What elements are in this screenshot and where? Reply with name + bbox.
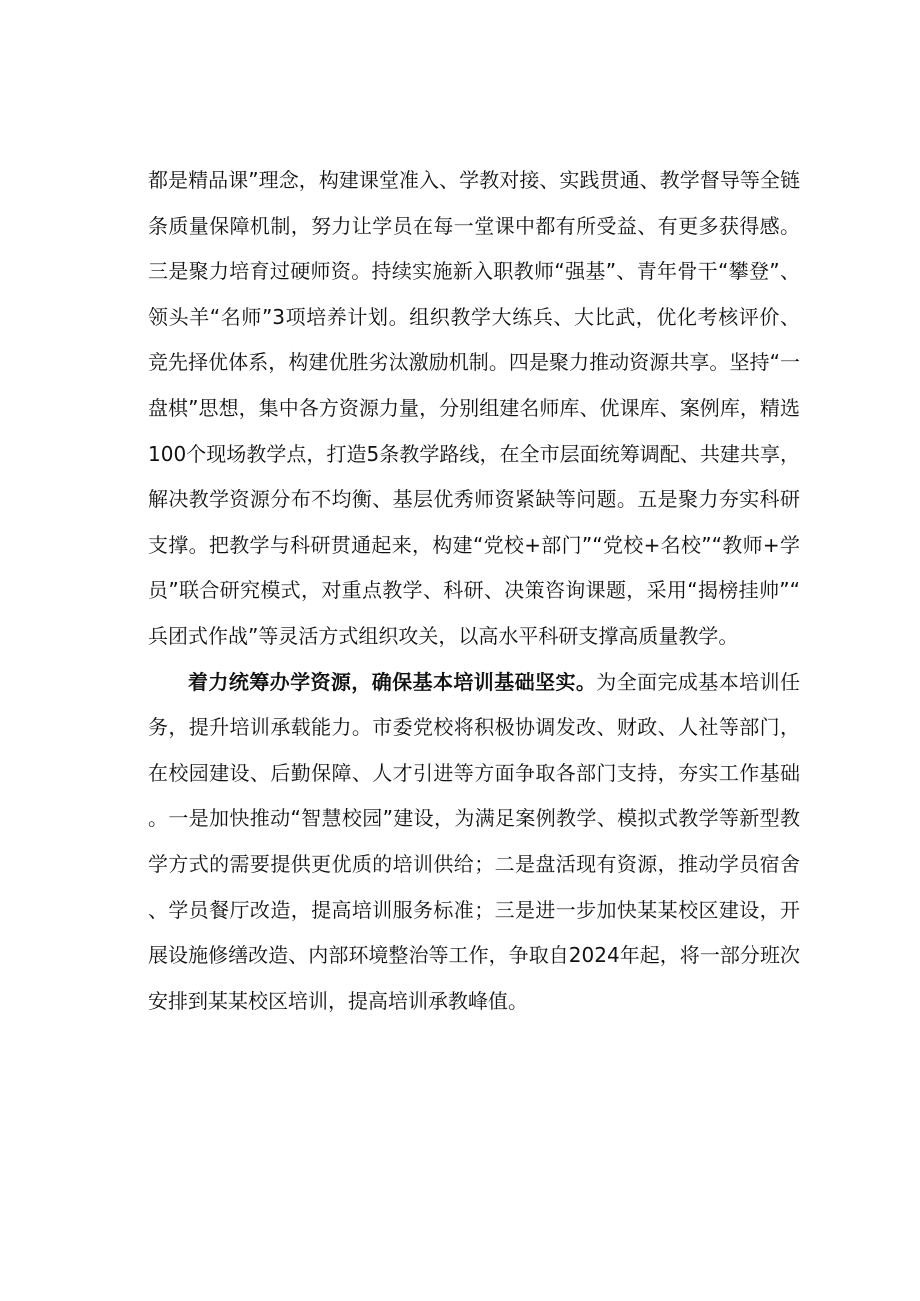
paragraph-lead-heading: 着力统筹办学资源，确保基本培训基础坚实。: [188, 669, 597, 694]
paragraph-text: 都是精品课”理念，构建课堂准入、学教对接、实践贯通、教学督导等全链条质量保障机制，努力让学员在每一堂课中都有所受益、有更多获得感。三是聚力培育过硬师资。持续实施新入职教师“强基”、青年骨干“攀登”、领头羊“名师”3项培养计划。组织教学大练兵、大比武，优化考核评价、竞先择优体系，构建优胜劣汰激励机制。四是聚力推动资源共享。坚持“一盘棋”思想，集中各方资源力量，分别组建名师库、优课库、案例库，精选100个现场教学点，打造5条教学路线，在全市层面统筹调配、共建共享，解决教学资源分布不均衡、基层优秀师资紧缺等问题。五是聚力夯实科研支撑。把教学与科研贯通起来，构建“党校+部门”“党校+名校”“教师+学员”联合研究模式，对重点教学、科研、决策咨询课题，采用“揭榜挂帅”“兵团式作战”等灵活方式组织攻关，以高水平科研支撑高质量教学。: [148, 168, 800, 648]
paragraph-text: 为全面完成基本培训任务，提升培训承载能力。市委党校将积极协调发改、财政、人社等部门，在校园建设、后勤保障、人才引进等方面争取各部门支持，夯实工作基础。一是加快推动“智慧校园”建设，为满足案例教学、模拟式教学等新型教学方式的需要提供更优质的培训供给；二是盘活现有资源，推动学员宿舍、学员餐厅改造，提高培训服务标准；三是进一步加快某某校区建设，开展设施修缮改造、内部环境整治等工作，争取自2024年起，将一部分班次安排到某某校区培训，提高培训承教峰值。: [148, 669, 801, 1013]
document-body: [148, 158, 800, 1024]
paragraph-continuation: [148, 158, 800, 660]
paragraph-resources: [148, 660, 800, 1025]
